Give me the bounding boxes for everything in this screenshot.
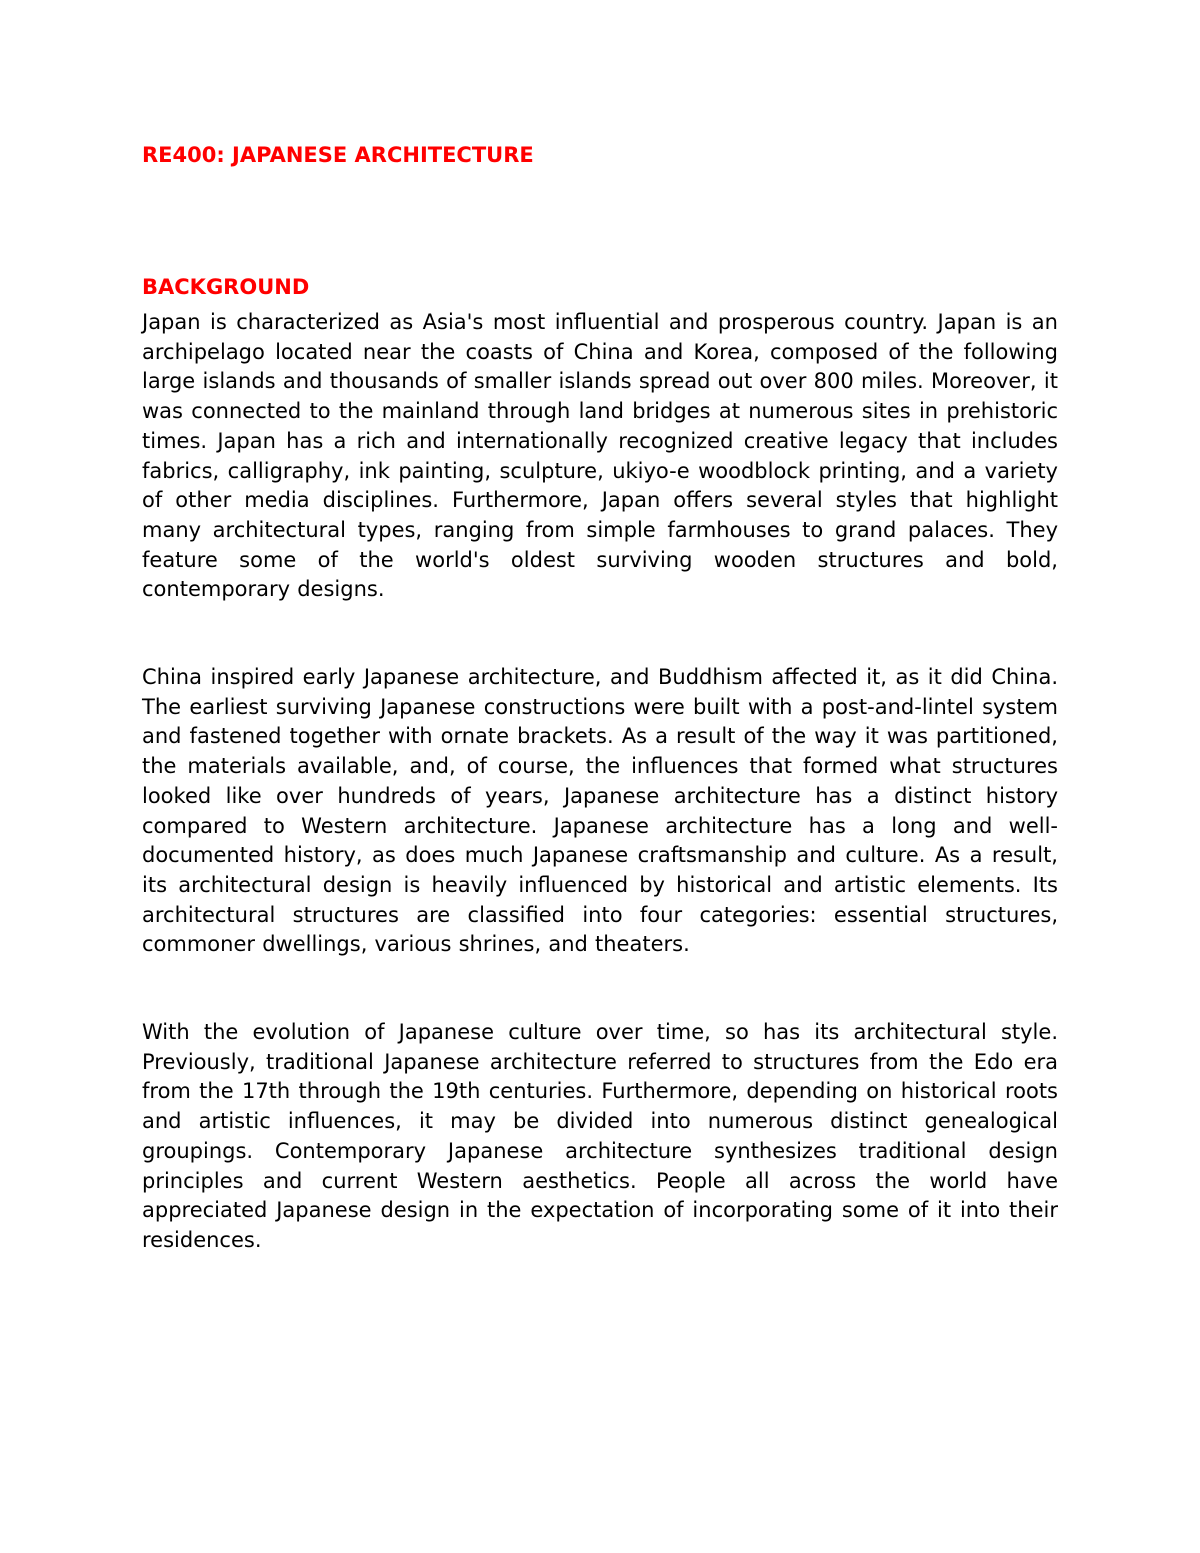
section-heading-background: BACKGROUND xyxy=(142,275,310,299)
document-body xyxy=(142,140,1058,1256)
document-title: RE400: JAPANESE ARCHITECTURE xyxy=(142,143,534,167)
paragraph-1: Japan is characterized as Asia's most influential and prosperous country. Japan is an archipelago located near the coasts of China and Korea, composed of the following large islands and thousands of smaller islands spread out over 800 miles. Moreover, it was connected to the mainland through land bridges at numerous sites in prehistoric times. Japan has a rich and internationally recognized creative legacy that includes fabrics, calligraphy, ink painting, sculpture, ukiyo-e woodblock printing, and a variety of other media disciplines. Furthermore, Japan offers several styles that highlight many architectural types, ranging from simple farmhouses to grand palaces. They feature some of the world's oldest surviving wooden structures and bold, contemporary designs. xyxy=(142,310,1058,602)
paragraph-2: China inspired early Japanese architecture, and Buddhism affected it, as it did China. The earliest surviving Japanese constructions were built with a post-and-lintel system and fastened together with ornate brackets. As a result of the way it was partitioned, the materials available, and, of course, the influences that formed what structures looked like over hundreds of years, Japanese architecture has a distinct history compared to Western architecture. Japanese architecture has a long and well-documented history, as does much Japanese craftsmanship and culture. As a result, its architectural design is heavily influenced by historical and artistic elements. Its architectural structures are classified into four categories: essential structures, commoner dwellings, various shrines, and theaters. xyxy=(142,665,1058,957)
paragraph-3: With the evolution of Japanese culture over time, so has its architectural style. Previously, traditional Japanese architecture referred to structures from the Edo era from the 17th through the 19th centuries. Furthermore, depending on historical roots and artistic influences, it may be divided into numerous distinct genealogical groupings. Contemporary Japanese architecture synthesizes traditional design principles and current Western aesthetics. People all across the world have appreciated Japanese design in the expectation of incorporating some of it into their residences. xyxy=(142,1020,1058,1252)
